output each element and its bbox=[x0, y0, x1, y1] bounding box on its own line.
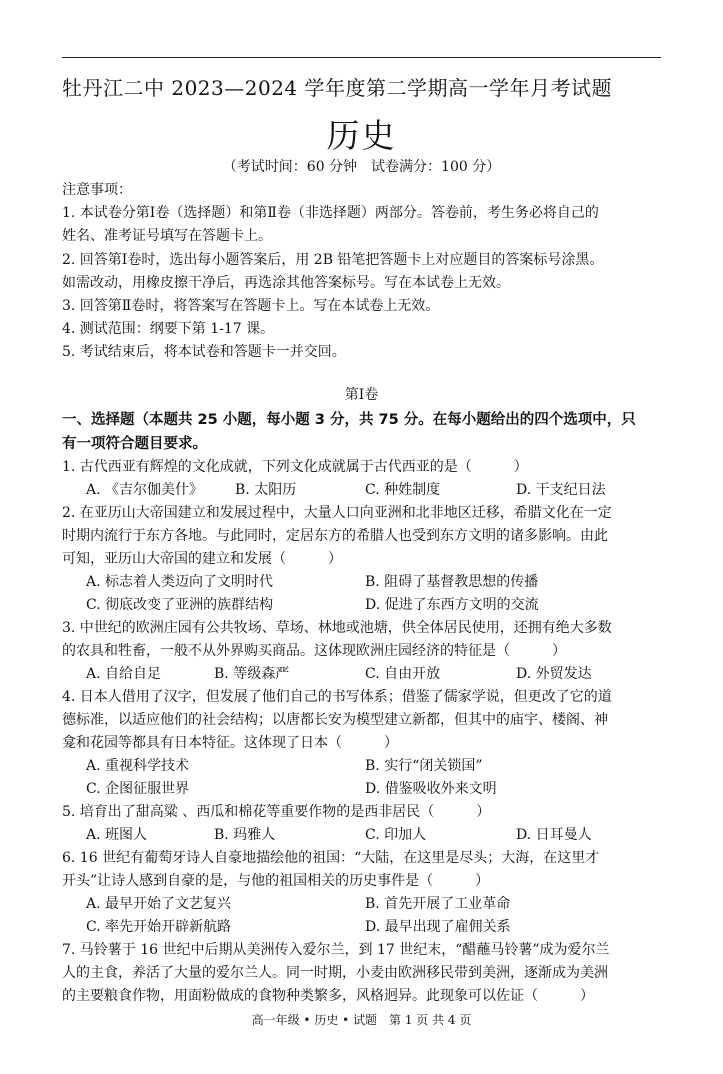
note-line: 姓名、准考证号填写在答题卡上。 bbox=[62, 228, 272, 244]
option-c: C. 率先开始开辟新航路 bbox=[86, 919, 232, 935]
option-c: C. 印加人 bbox=[365, 827, 427, 843]
question-stem: 5. 培育出了甜高粱 、西瓜和棉花等重要作物的是西非居民（ ） bbox=[62, 804, 491, 820]
option-c: C. 彻底改变了亚洲的族群结构 bbox=[86, 597, 274, 613]
part-title: 第Ⅰ卷 bbox=[344, 387, 379, 403]
option-b: B. 太阳历 bbox=[235, 482, 297, 498]
option-a: A. 《吉尔伽美什》 bbox=[86, 482, 204, 498]
option-d: D. 借鉴吸收外来文明 bbox=[365, 781, 497, 797]
note-line: 3. 回答第Ⅱ卷时，将答案写在答题卡上。写在本试卷上无效。 bbox=[62, 298, 440, 314]
option-d: D. 干支纪日法 bbox=[516, 482, 606, 498]
option-a: A. 重视科学技术 bbox=[86, 758, 190, 774]
question-stem: 德标准，以适应他们的社会结构；以唐都长安为模型建立新都，但其中的庙宇、楼阁、神 bbox=[62, 712, 608, 728]
question-stem: 的主要粮食作物，用面粉做成的食物种类繁多，风格迥异。此现象可以佐证（ ） bbox=[62, 988, 594, 1004]
option-a: A. 班图人 bbox=[86, 827, 148, 843]
option-d: D. 日耳曼人 bbox=[516, 827, 592, 843]
option-d: D. 促进了东西方文明的交流 bbox=[365, 597, 539, 613]
option-d: D. 外贸发达 bbox=[516, 666, 592, 682]
question-stem: 龛和花园等都具有日本特征。这体现了日本（ ） bbox=[62, 735, 398, 751]
option-b: B. 首先开展了工业革命 bbox=[365, 896, 511, 912]
option-a: A. 自给自足 bbox=[86, 666, 162, 682]
question-stem: 4. 日本人借用了汉字，但发展了他们自己的书写体系；借鉴了儒家学说，但更改了它的道 bbox=[62, 689, 612, 705]
option-c: C. 自由开放 bbox=[365, 666, 441, 682]
note-line: 如需改动，用橡皮擦干净后，再选涂其他答案标号。写在本试卷上无效。 bbox=[62, 275, 510, 291]
question-stem: 时期内流行于东方各地。与此同时，定居东方的希腊人也受到东方文明的诸多影响。由此 bbox=[62, 528, 608, 544]
question-stem: 2. 在亚历山大帝国建立和发展过程中，大量人口向亚洲和北非地区迁移，希腊文化在一定 bbox=[62, 505, 612, 521]
question-stem: 3. 中世纪的欧洲庄园有公共牧场、草场、林地或池塘，供全体居民使用，还拥有绝大多数 bbox=[62, 620, 612, 636]
option-c: C. 种姓制度 bbox=[365, 482, 441, 498]
notes-heading: 注意事项： bbox=[62, 182, 132, 198]
exam-title: 牡丹江二中 2023—2024 学年度第二学期高一学年月考试题 bbox=[62, 76, 613, 100]
page-footer: 高一年级 • 历史 • 试题 第 1 页 共 4 页 bbox=[251, 1013, 472, 1027]
option-b: B. 阻碍了基督教思想的传播 bbox=[365, 574, 539, 590]
subject-title: 历史 bbox=[326, 116, 397, 155]
question-stem: 1. 古代西亚有辉煌的文化成就，下列文化成就属于古代西亚的是（ ） bbox=[62, 459, 528, 475]
option-b: B. 实行“闭关锁国” bbox=[365, 758, 483, 774]
option-b: B. 玛雅人 bbox=[214, 827, 276, 843]
question-stem: 6. 16 世纪有葡萄牙诗人自豪地描绘他的祖国：“大陆，在这里是尽头；大海，在这里才 bbox=[62, 850, 600, 866]
note-line: 5. 考试结束后，将本试卷和答题卡一并交回。 bbox=[62, 344, 346, 360]
question-stem: 的农具和牲畜，一般不从外界购买商品。这体现欧洲庄园经济的特征是（ ） bbox=[62, 643, 566, 659]
note-line: 4. 测试范围：纲要下第 1-17 课。 bbox=[62, 321, 275, 337]
option-a: A. 标志着人类迈向了文明时代 bbox=[86, 574, 274, 590]
option-b: B. 等级森严 bbox=[214, 666, 290, 682]
question-stem: 开头”让诗人感到自豪的是，与他的祖国相关的历史事件是（ ） bbox=[62, 873, 490, 889]
exam-time-info: （考试时间：60 分钟 试卷满分：100 分） bbox=[222, 159, 501, 175]
option-a: A. 最早开始了文艺复兴 bbox=[86, 896, 232, 912]
option-d: D. 最早出现了雇佣关系 bbox=[365, 919, 511, 935]
option-c: C. 企图征服世界 bbox=[86, 781, 190, 797]
question-stem: 可知，亚历山大帝国的建立和发展（ ） bbox=[62, 551, 342, 567]
top-rule bbox=[62, 57, 661, 58]
note-line: 1. 本试卷分第Ⅰ卷（选择题）和第Ⅱ卷（非选择题）两部分。答卷前，考生务必将自己的 bbox=[62, 205, 599, 221]
section-heading: 有一项符合题目要求。 bbox=[62, 436, 207, 452]
question-stem: 人的主食，养活了大量的爱尔兰人。同一时期，小麦由欧洲移民带到美洲，逐渐成为美洲 bbox=[62, 965, 608, 981]
section-heading: 一、选择题（本题共 25 小题，每小题 3 分，共 75 分。在每小题给出的四个选项中，只 bbox=[62, 412, 636, 428]
note-line: 2. 回答第Ⅰ卷时，选出每小题答案后，用 2B 铅笔把答题卡上对应题目的答案标号涂黑。 bbox=[62, 252, 604, 268]
question-stem: 7. 马铃薯于 16 世纪中后期从美洲传入爱尔兰，到 17 世纪末，“醋蘸马铃薯”成为爱尔兰 bbox=[62, 942, 610, 958]
